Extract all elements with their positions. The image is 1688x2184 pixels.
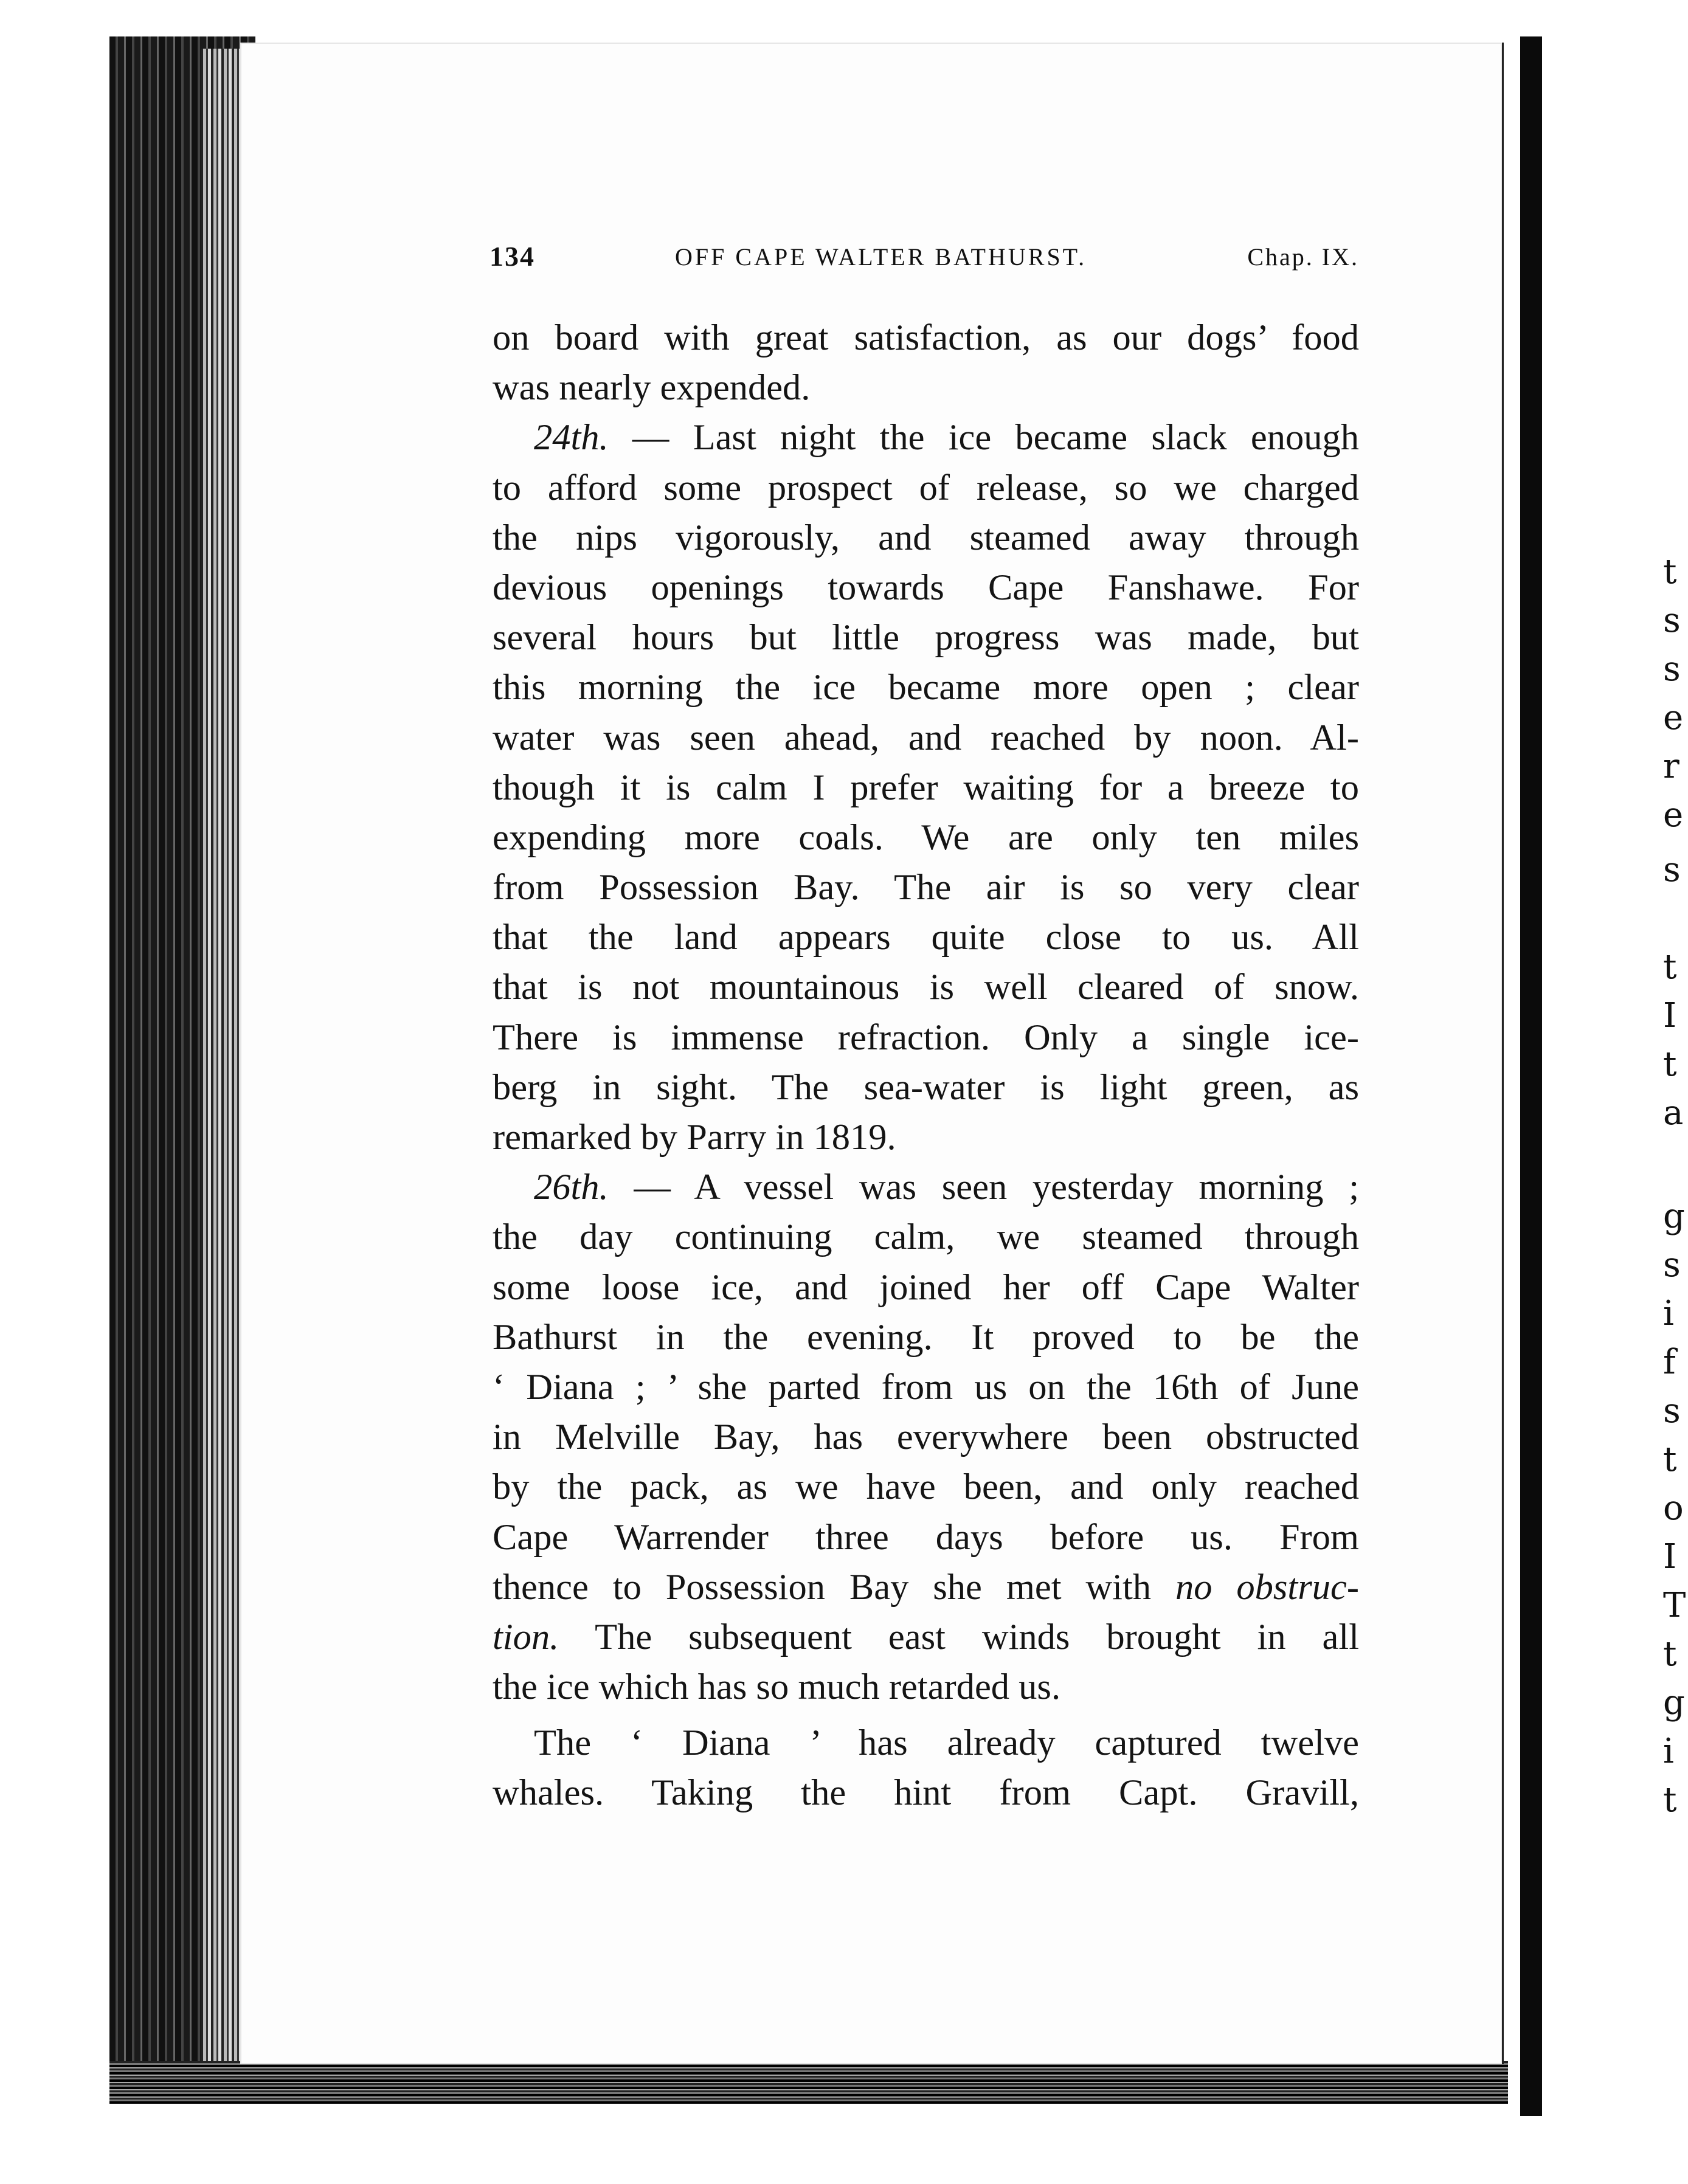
next-page-letter: o: [1663, 1488, 1684, 1528]
text-line: though it is calm I prefer waiting for a breeze to: [493, 767, 1359, 808]
text-line: whales. Taking the hint from Capt. Gravill,: [493, 1772, 1359, 1814]
text-line: this morning the ice became more open ; clear: [493, 667, 1359, 708]
text-line: some loose ice, and joined her off Cape Walter: [493, 1267, 1359, 1308]
next-page-letter: e: [1663, 698, 1684, 738]
text-span: — Last night the ice became slack enough: [632, 417, 1359, 458]
text-span: The subsequent east winds brought in all: [595, 1616, 1359, 1657]
next-page-letter: g: [1663, 1197, 1685, 1236]
next-page-letter: I: [1663, 1537, 1677, 1577]
next-page-letter: s: [1663, 601, 1681, 640]
book-gutter: [1520, 36, 1542, 2116]
text-line: that the land appears quite close to us. All: [493, 917, 1359, 958]
next-page-letter: i: [1663, 1732, 1674, 1771]
next-page-letter: T: [1663, 1586, 1686, 1625]
page-edges-bottom: [109, 2061, 1508, 2104]
text-line: Cape Warrender three days before us. From: [493, 1516, 1359, 1558]
chapter-label: Chap. IX.: [1247, 243, 1359, 271]
next-page-letter: t: [1663, 552, 1677, 592]
text-line: [493, 413, 1359, 463]
text-line: The ‘ Diana ’ has already captured twelve: [534, 1723, 1359, 1764]
entry-date: 24th.: [534, 417, 609, 458]
text-line: the day continuing calm, we steamed through: [493, 1217, 1359, 1258]
next-page-letter: s: [1663, 649, 1681, 689]
next-page-letter: t: [1663, 947, 1677, 987]
text-line: several hours but little progress was made, but: [493, 617, 1359, 658]
text-line: remarked by Parry in 1819.: [493, 1117, 896, 1158]
text-line: [493, 1563, 1359, 1612]
next-page-letter: s: [1663, 1245, 1681, 1285]
text-line: berg in sight. The sea-water is light green, as: [493, 1066, 1359, 1108]
text-line: in Melville Bay, has everywhere been obstructed: [493, 1417, 1359, 1458]
text-line: There is immense refraction. Only a single ice-: [493, 1017, 1359, 1058]
next-page-letter: e: [1663, 795, 1684, 835]
text-line: that is not mountainous is well cleared of snow.: [493, 967, 1359, 1008]
text-line: water was seen ahead, and reached by noon. Al-: [493, 717, 1359, 758]
next-page-letter: t: [1663, 1440, 1677, 1479]
text-line: devious openings towards Cape Fanshawe. For: [493, 567, 1359, 608]
next-page-letter: r: [1663, 747, 1679, 786]
next-page-letter: i: [1663, 1294, 1674, 1333]
running-title: OFF CAPE WALTER BATHURST.: [675, 243, 1087, 271]
text-line: the nips vigorously, and steamed away through: [493, 517, 1359, 558]
page-body: [493, 313, 1359, 1819]
next-page-letter: t: [1663, 1634, 1677, 1674]
next-page-letter: a: [1663, 1093, 1684, 1133]
text-line: [493, 1612, 1359, 1662]
italic-text: tion.: [493, 1616, 559, 1657]
text-line: by the pack, as we have been, and only reached: [493, 1467, 1359, 1508]
paragraph-gap: [493, 1712, 1359, 1718]
next-page-letter: s: [1663, 850, 1681, 890]
text-span: thence to Possession Bay she met with: [493, 1566, 1152, 1608]
text-line: [493, 1163, 1359, 1212]
text-line: on board with great satisfaction, as our dogs’ food: [493, 317, 1359, 358]
next-page-letter: g: [1663, 1683, 1685, 1723]
italic-text: no obstruc-: [1175, 1566, 1360, 1608]
running-header: [489, 240, 1359, 283]
text-line: to afford some prospect of release, so we charged: [493, 467, 1359, 508]
next-page-letter: s: [1663, 1391, 1681, 1431]
text-line: expending more coals. We are only ten miles: [493, 817, 1359, 858]
page-number: 134: [489, 241, 535, 272]
entry-date: 26th.: [534, 1167, 609, 1208]
next-page-letter: t: [1663, 1780, 1677, 1820]
text-line: the ice which has so much retarded us.: [493, 1667, 1061, 1708]
text-line: from Possession Bay. The air is so very clear: [493, 867, 1359, 908]
next-page-letter: I: [1663, 996, 1677, 1035]
text-span: — A vessel was seen yesterday morning ;: [634, 1167, 1359, 1208]
text-line: was nearly expended.: [493, 367, 811, 409]
page-edges-stack: [201, 49, 243, 2079]
text-line: Bathurst in the evening. It proved to be the: [493, 1316, 1359, 1358]
next-page-letter: f: [1663, 1343, 1676, 1382]
next-page-letter: t: [1663, 1045, 1677, 1084]
text-line: ‘ Diana ; ’ she parted from us on the 16th of June: [493, 1366, 1359, 1408]
